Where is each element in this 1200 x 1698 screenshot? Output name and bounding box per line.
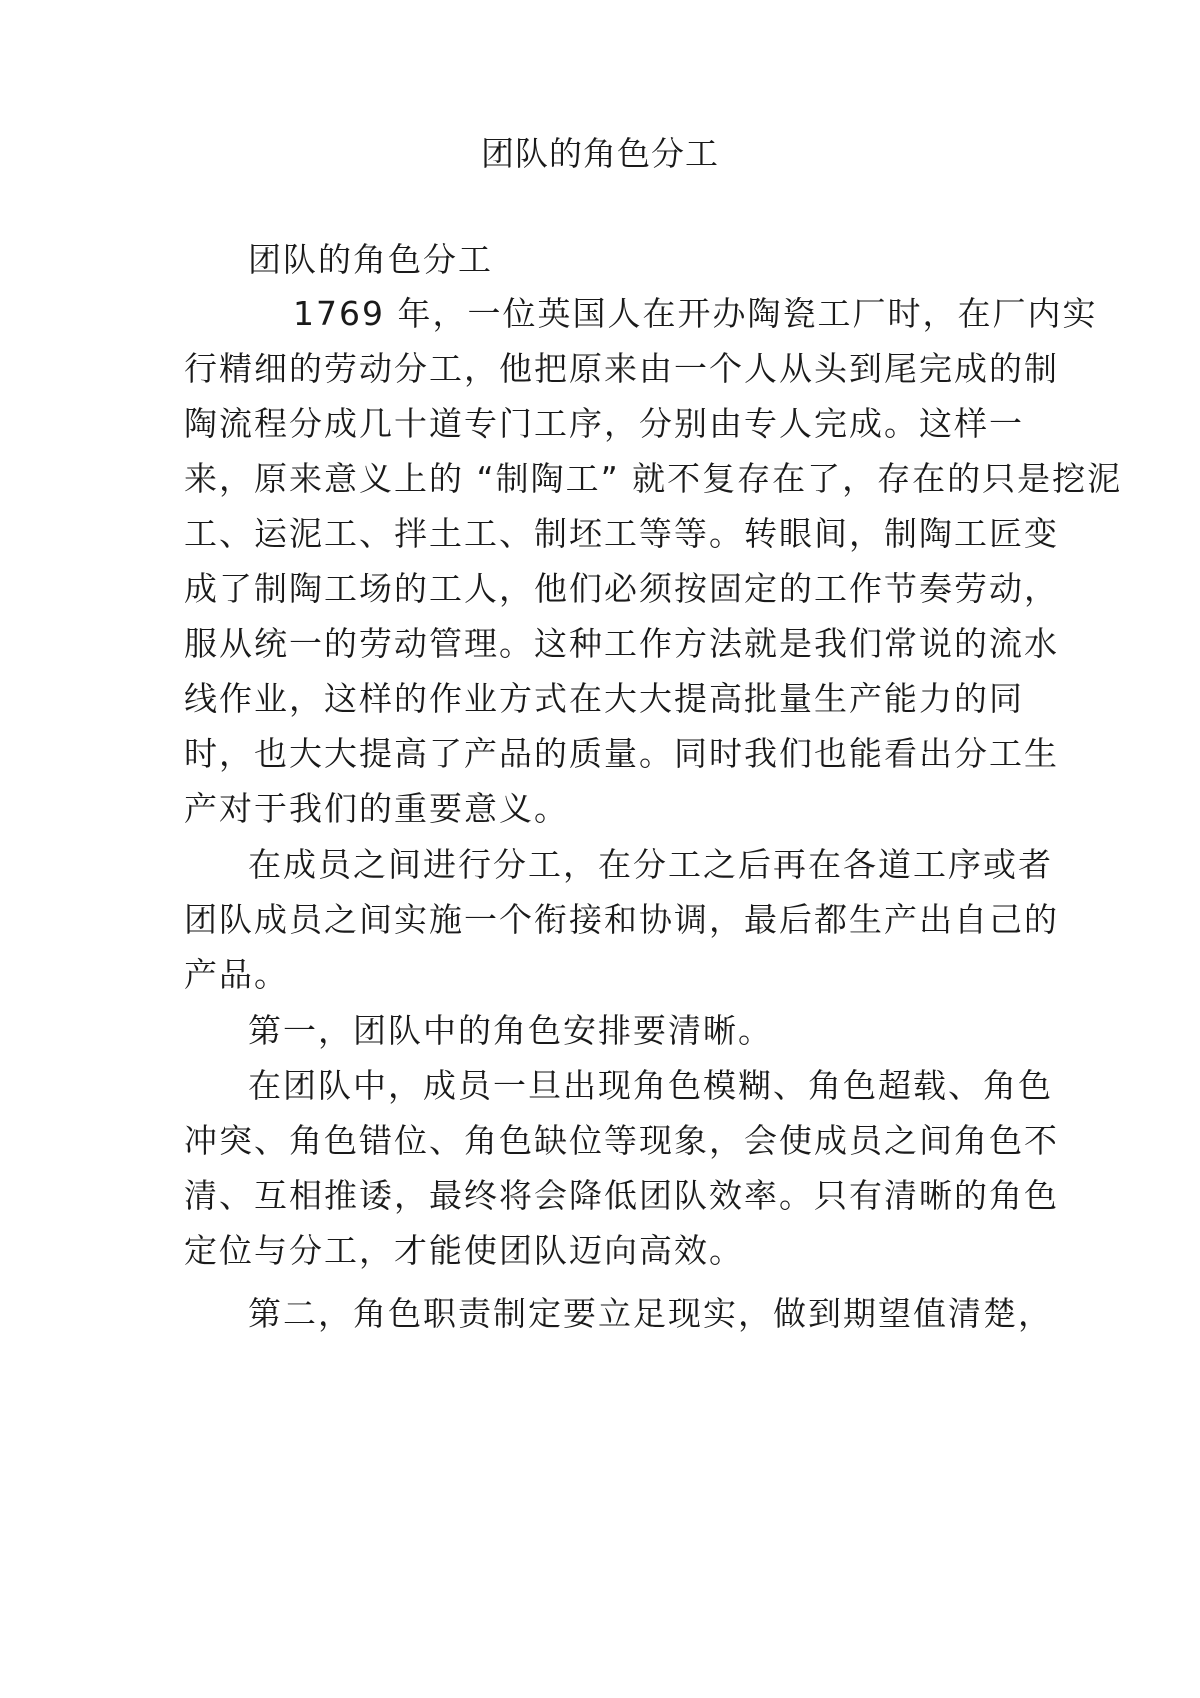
paragraph-line: 在团队中，成员一旦出现角色模糊、角色超载、角色 [248,1066,1053,1105]
paragraph-line: 清、互相推诿，最终将会降低团队效率。只有清晰的角色 [184,1176,1059,1215]
paragraph-line: 在成员之间进行分工，在分工之后再在各道工序或者 [248,845,1053,884]
paragraph-line: 陶流程分成几十道专门工序，分别由专人完成。这样一 [184,404,1024,443]
section-heading: 团队的角色分工 [248,240,493,279]
paragraph-line: 时，也大大提高了产品的质量。同时我们也能看出分工生 [184,734,1059,773]
paragraph-line: 行精细的劳动分工，他把原来由一个人从头到尾完成的制 [184,349,1059,388]
paragraph-line: 1769 年，一位英国人在开办陶瓷工厂时，在厂内实 [293,294,1098,333]
paragraph-line: 服从统一的劳动管理。这种工作方法就是我们常说的流水 [184,624,1059,663]
paragraph-line: 线作业，这样的作业方式在大大提高批量生产能力的同 [184,679,1024,718]
paragraph-line: 产品。 [184,955,289,994]
paragraph-line: 第二，角色职责制定要立足现实，做到期望值清楚， [248,1294,1053,1333]
paragraph-line: 定位与分工，才能使团队迈向高效。 [184,1231,744,1270]
paragraph-line: 来，原来意义上的 “制陶工” 就不复存在了，存在的只是挖泥 [184,459,1123,498]
paragraph-line: 第一，团队中的角色安排要清晰。 [248,1011,773,1050]
paragraph-line: 团队成员之间实施一个衔接和协调，最后都生产出自己的 [184,900,1059,939]
document-title: 团队的角色分工 [481,134,719,173]
paragraph-line: 工、运泥工、拌土工、制坯工等等。转眼间，制陶工匠变 [184,514,1059,553]
paragraph-line: 冲突、角色错位、角色缺位等现象，会使成员之间角色不 [184,1121,1059,1160]
paragraph-line: 成了制陶工场的工人，他们必须按固定的工作节奏劳动， [184,569,1059,608]
paragraph-line: 产对于我们的重要意义。 [184,789,569,828]
